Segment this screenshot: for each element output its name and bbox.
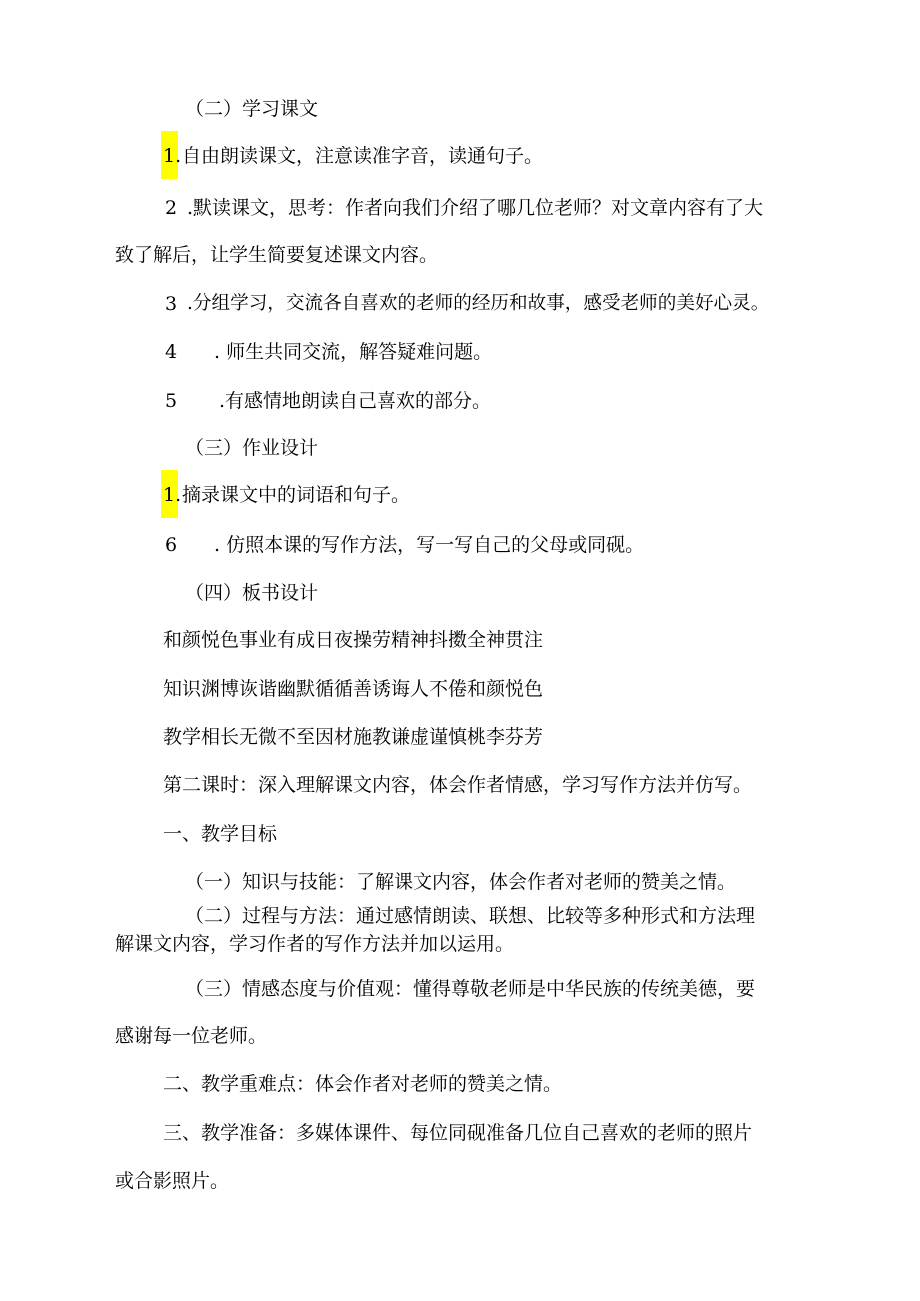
goal-3-line-1: （三）情感态度与价值观：懂得尊敬老师是中华民族的传统美德，要 xyxy=(185,978,756,1000)
board-line-2: 知识渊博诙谐幽默循循善诱诲人不倦和颜悦色 xyxy=(163,678,544,700)
item-2-number: 2 xyxy=(165,197,178,219)
item-4-text: . 师生共同交流，解答疑难问题。 xyxy=(214,341,493,363)
prep-line-2: 或合影照片。 xyxy=(115,1170,230,1192)
homework-2-text: . 仿照本课的写作方法，写一写自己的父母或同砚。 xyxy=(214,534,645,556)
key-points: 二、教学重难点：体会作者对老师的赞美之情。 xyxy=(163,1073,563,1095)
section-2-heading: （二）学习课文 xyxy=(185,98,319,120)
item-4-number: 4 xyxy=(165,341,178,363)
item-3-text: .分组学习，交流各自喜欢的老师的经历和故事，感受老师的美好心灵。 xyxy=(187,293,770,314)
item-2-line-1: .默读课文，思考：作者向我们介绍了哪几位老师？对文章内容有了大 xyxy=(187,197,764,219)
lesson-2-intro: 第二课时：深入理解课文内容，体会作者情感，学习写作方法并仿写。 xyxy=(163,774,753,796)
board-line-3: 教学相长无微不至因材施教谦虚谨慎桃李芬芳 xyxy=(163,726,544,748)
item-1-number: 1. xyxy=(163,145,182,167)
homework-1-text: 摘录课文中的词语和句子。 xyxy=(182,484,411,506)
item-5-text: .有感情地朗读自己喜欢的部分。 xyxy=(219,390,492,412)
goal-1: （一）知识与技能：了解课文内容，体会作者对老师的赞美之情。 xyxy=(185,871,737,893)
section-3-heading: （三）作业设计 xyxy=(185,437,319,459)
goal-3-line-2: 感谢每一位老师。 xyxy=(115,1025,268,1047)
item-3-number: 3 xyxy=(165,293,178,315)
goal-2-line-2: 解课文内容，学习作者的写作方法并加以运用。 xyxy=(115,933,515,955)
goals-heading: 一、教学目标 xyxy=(163,823,278,845)
section-4-heading: （四）板书设计 xyxy=(185,582,319,604)
goal-2-line-1: （二）过程与方法：通过感情朗读、联想、比较等多种形式和方法理 xyxy=(185,905,756,927)
item-2-line-2: 致了解后，让学生简要复述课文内容。 xyxy=(115,244,439,266)
homework-2-number: 6 xyxy=(165,534,178,556)
homework-1-number: 1. xyxy=(163,484,182,506)
item-1-text: 自由朗读课文，注意读准字音，读通句子。 xyxy=(182,145,544,167)
prep-line-1: 三、教学准备：多媒体课件、每位同砚准备几位自己喜欢的老师的照片 xyxy=(163,1122,753,1144)
item-5-number: 5 xyxy=(165,390,178,412)
board-line-1: 和颜悦色事业有成日夜操劳精神抖擞全神贯注 xyxy=(163,629,544,651)
